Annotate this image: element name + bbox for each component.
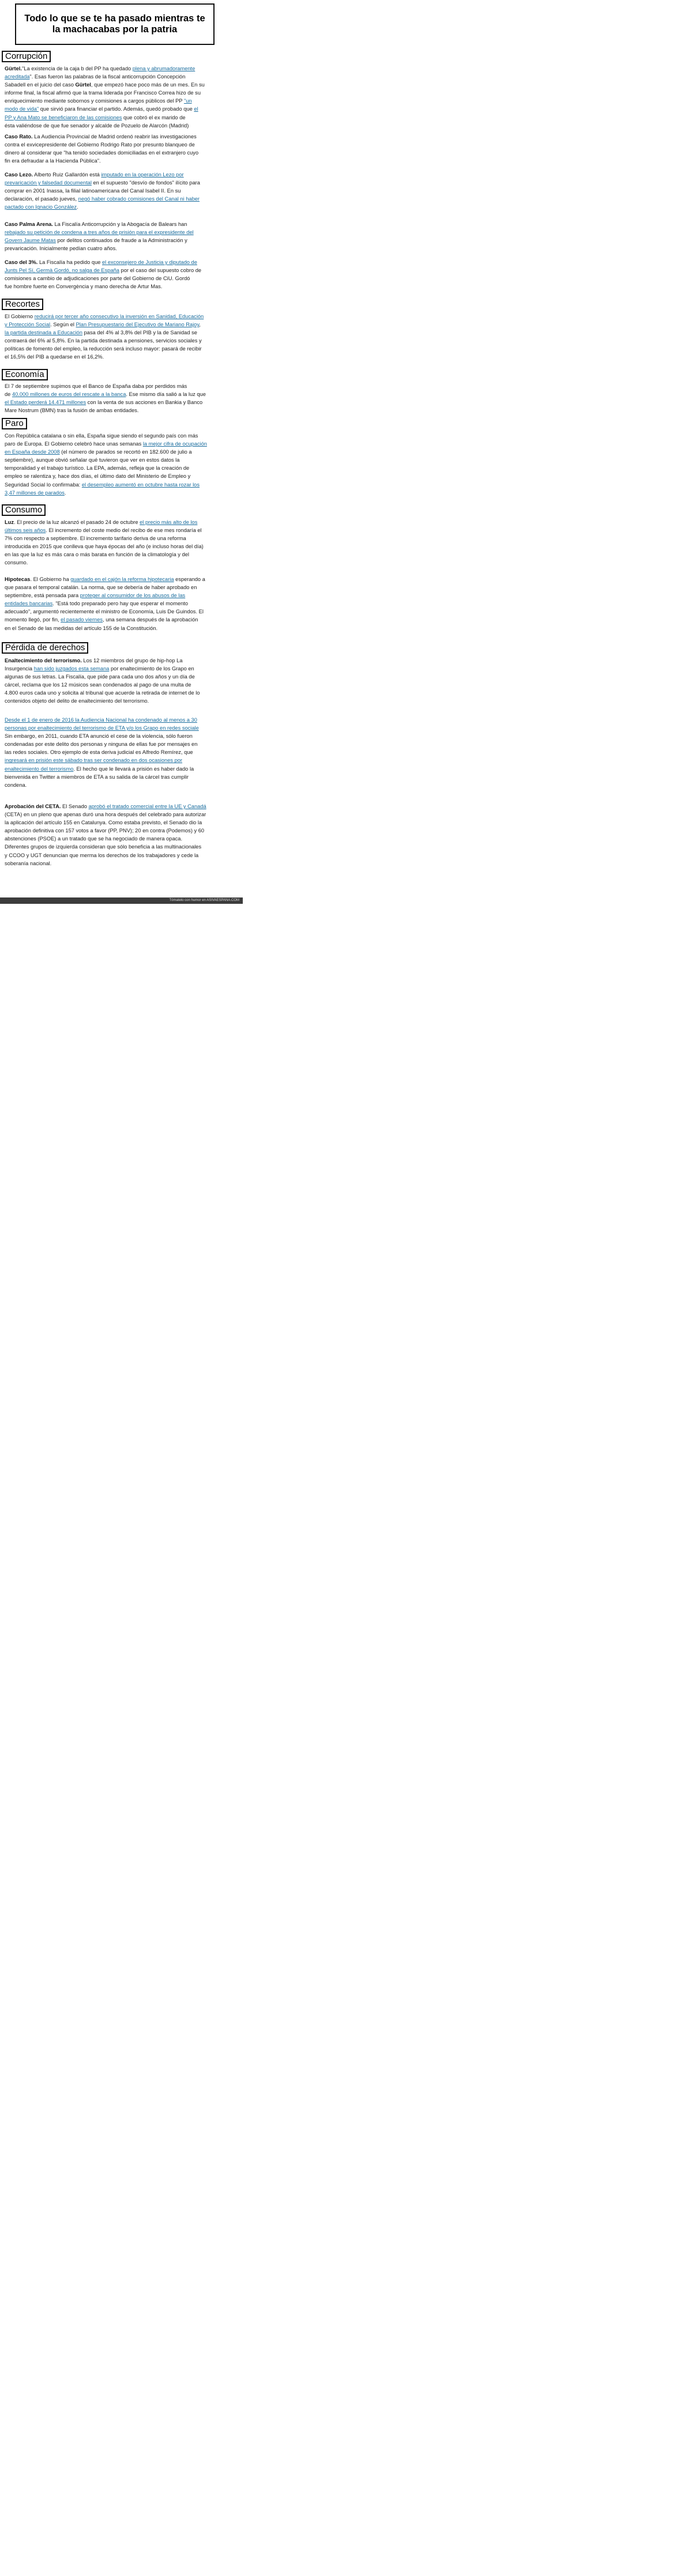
body-text: Sin embargo, en 2011, cuando ETA anunció el cese de la violencia, sólo fueron: [5, 733, 193, 740]
body-text: 7% con respecto a septiembre. El incremento tarifario deriva de una reforma: [5, 535, 186, 542]
paragraph-paro: [5, 432, 231, 497]
paragraph-gurtel: [5, 65, 231, 130]
text-line: [5, 398, 231, 406]
body-text: cárcel, reclama que los 12 músicos sean condenados al pago de una multa de: [5, 682, 191, 688]
body-text: . "Está todo preparado pero hay que esperar el momento: [52, 601, 189, 607]
body-text: por enaltecimiento de los Grapo en: [109, 666, 194, 672]
text-line: [5, 559, 231, 567]
text-line: [5, 550, 231, 559]
body-text: Diferentes grupos de izquierda consideran que sólo beneficia a las multinacionales: [5, 844, 202, 850]
article-link[interactable]: prevaricación y falsedad documental: [5, 180, 92, 186]
body-text: empleo se ralentiza y, hace dos días, el último dato del Ministerio de Empleo y: [5, 473, 191, 480]
article-link[interactable]: guardado en el cajón la reforma hipotecaria: [70, 576, 174, 582]
lead-label: Gürtel.: [5, 66, 22, 71]
body-text: condenadas por este delito dos personas y ninguna de ellas fue por mensajes en: [5, 741, 198, 748]
text-line: [5, 329, 231, 337]
body-text: El 7 de septiembre supimos que el Banco de España daba por perdidos más: [5, 383, 187, 389]
article-link[interactable]: la partida destinada a Educación: [5, 330, 82, 336]
paragraph-ceta: [5, 802, 231, 868]
text-line: [5, 244, 231, 252]
body-text: bienvenida en Twitter a miembros de ETA a su salida de la cárcel tras cumplir: [5, 774, 189, 780]
body-text: fin era defraudar a la Hacienda Pública".: [5, 158, 101, 164]
text-line: [5, 740, 231, 748]
text-line: [5, 599, 231, 608]
text-line: [5, 748, 231, 756]
paragraph-hipotecas: [5, 575, 231, 632]
article-link[interactable]: Junts Pel Sí, Germà Gordó, no salga de España: [5, 267, 119, 274]
article-link[interactable]: el: [194, 106, 198, 112]
body-text: comisiones a cambio de adjudicaciones por parte del Gobierno de CiU. Gordó: [5, 276, 190, 282]
article-link[interactable]: Desde el 1 de enero de 2016 la Audiencia Nacional ha condenado al menos a 30: [5, 717, 197, 723]
body-text: . El hecho que le llevará a prisión es haber dado la: [73, 765, 194, 772]
text-line: [5, 179, 231, 187]
article-link[interactable]: el Estado perderá 14.471 millones: [5, 399, 86, 406]
text-line: [5, 406, 231, 414]
text-line: [5, 464, 231, 472]
article-link[interactable]: el pasado viernes: [61, 617, 103, 623]
body-text: que sirvió para financiar el partido. Además, quedó probado que: [39, 106, 194, 112]
text-line: [5, 228, 231, 236]
body-text: contraerá del 6% al 5,8%. En la partida destinada a pensiones, servicios sociales y: [5, 338, 202, 344]
text-line: [5, 616, 231, 624]
text-line: [5, 765, 231, 773]
article-link[interactable]: ingresará en prisión este sábado tras ser condenado en dos ocasiones por: [5, 757, 183, 764]
text-line: [5, 608, 231, 616]
body-text: aprobación definitiva con 157 votos a favor (PP, PNV); 20 en contra (Podemos) y 60: [5, 828, 205, 834]
body-text: enriquecimiento mediante sobornos y comisiones a cargos públicos del PP: [5, 98, 184, 104]
lead-label: Caso del 3%.: [5, 259, 38, 265]
body-text: . El incremento del coste medio del recibo de ese mes rondaría el: [46, 527, 202, 534]
text-line: [5, 456, 231, 464]
body-text: . El Gobierno ha: [30, 576, 71, 582]
body-text: momento llegó, por fin,: [5, 617, 61, 623]
paragraph-luz: [5, 518, 231, 567]
text-line: [5, 382, 231, 390]
section-heading-corrupcion: Corrupción: [2, 51, 51, 62]
body-text: adecuado", argumentó recientemente el ministro de Economía, Luis De Guindos. El: [5, 609, 204, 615]
text-line: [5, 697, 231, 705]
article-link[interactable]: últimos seis años: [5, 527, 46, 534]
body-text: septiembre, está pensada para: [5, 593, 80, 599]
body-text: de: [5, 391, 12, 398]
body-text: el 16,5% del PIB a quedarse en el 16,2%.: [5, 354, 104, 360]
article-link[interactable]: el desempleo aumentó en octubre hasta rozar los: [81, 481, 200, 488]
body-text: . Según el: [50, 322, 76, 328]
article-link[interactable]: negó haber cobrado comisiones del Canal ni haber: [78, 196, 200, 202]
section-heading-recortes: Recortes: [2, 299, 43, 310]
text-line: [5, 773, 231, 781]
body-text: soberanía nacional.: [5, 860, 52, 866]
text-line: [5, 526, 231, 534]
article-link[interactable]: acreditada: [5, 74, 30, 80]
article-link[interactable]: entidades bancarias: [5, 601, 53, 607]
text-line: [5, 171, 231, 179]
text-line: [5, 843, 231, 851]
text-line: [5, 681, 231, 689]
body-text: . Ese mismo día salió a la luz que: [126, 391, 206, 398]
text-line: [5, 149, 231, 157]
paragraph-enaltecimiento: [5, 657, 231, 706]
text-line: [5, 282, 231, 291]
body-text: introducida en 2015 que conlleva que haya épocas del año (e incluso horas del día): [5, 544, 204, 550]
text-line: [5, 802, 231, 810]
text-line: [5, 320, 231, 329]
body-text: que pasara el temporal catalán. La norma, que se debería de haber aprobado en: [5, 584, 197, 591]
article-link[interactable]: reducirá por tercer año consecutivo la inversión en Sanidad, Educación: [34, 314, 204, 319]
lead-label: Caso Palma Arena.: [5, 221, 53, 227]
paragraph-caso-rato: [5, 133, 231, 165]
text-line: [5, 97, 231, 105]
text-line: [5, 673, 231, 681]
text-line: [5, 345, 231, 353]
body-text: por delitos continuados de fraude a la Administración y: [55, 237, 187, 244]
body-text: septiembre), aunque obvió señalar qué tuvieron que ver en estos datos la: [5, 457, 180, 463]
body-text: (el número de parados se recortó en 182.600 de julio a: [59, 449, 192, 455]
text-line: [5, 89, 231, 97]
section-heading-perdida-de-derechos: Pérdida de derechos: [2, 642, 88, 654]
body-text: La Fiscalía Anticorrupción y la Abogacía de Balears han: [52, 221, 187, 227]
body-text: informe final, la fiscal afirmó que la trama liderada por Francisco Correa hizo de su: [5, 90, 201, 96]
article-link[interactable]: Govern Jaume Matas: [5, 237, 56, 244]
article-link[interactable]: Plan Presupuestario del Ejecutivo de Mariano Rajoy: [76, 322, 200, 328]
article-link[interactable]: y Protección Social: [5, 322, 51, 328]
text-line: [5, 236, 231, 244]
lead-label: Caso Lezo.: [5, 172, 33, 178]
section-heading-economia: Economía: [2, 369, 48, 380]
text-line: [5, 851, 231, 859]
text-line: [5, 65, 231, 73]
article-link[interactable]: pactado con Ignacio González: [5, 204, 77, 210]
text-line: [5, 624, 231, 632]
body-text: Sabadell en el juicio del caso: [5, 82, 76, 88]
body-text: que cobró el ex marido de: [122, 114, 186, 120]
text-line: [5, 141, 231, 149]
text-line: [5, 689, 231, 697]
text-line: [5, 448, 231, 456]
text-line: [5, 337, 231, 345]
page-title: Todo lo que se te ha pasado mientras te la machacabas por la patria: [15, 3, 215, 45]
article-link[interactable]: han sido juzgados esta semana: [33, 666, 110, 672]
text-line: [5, 591, 231, 599]
text-line: [5, 105, 231, 113]
text-line: [5, 73, 231, 81]
body-text: prevaricación. Inicialmente pedían cuatro años.: [5, 246, 117, 252]
body-text: ". Esas fueron las palabras de la fiscal anticorrupción Concepción: [29, 74, 186, 80]
paragraph-economia: [5, 382, 231, 414]
body-text: "La existencia de la caja b del PP ha quedado: [21, 66, 133, 71]
text-line: [5, 187, 231, 195]
text-line: [5, 859, 231, 868]
body-text: La Fiscalía ha pedido que: [37, 259, 102, 265]
text-line: [5, 810, 231, 819]
text-line: [5, 157, 231, 165]
text-line: [5, 195, 231, 203]
text-line: [5, 353, 231, 361]
text-line: [5, 489, 231, 497]
text-line: [5, 274, 231, 282]
article-link[interactable]: enaltecimiento del terrorismo: [5, 765, 74, 772]
body-text: la aplicación del artículo 155 en Catalunya. Como estaba previsto, el Senado dio la: [5, 820, 202, 826]
text-line: [5, 258, 231, 266]
text-line: [5, 716, 231, 724]
text-line: [5, 835, 231, 843]
lead-label: Gürtel: [75, 82, 91, 88]
text-line: [5, 440, 231, 448]
article-link[interactable]: proteger al consumidor de los abusos de las: [80, 593, 186, 599]
body-text: con la venta de sus acciones en Bankia y Banco: [86, 399, 203, 406]
text-line: [5, 665, 231, 673]
body-text: ,: [199, 322, 201, 328]
text-line: [5, 481, 231, 489]
section-heading-consumo: Consumo: [2, 504, 46, 516]
article-link[interactable]: "un: [183, 98, 192, 104]
article-link[interactable]: 3,47 millones de parados: [5, 489, 65, 496]
paragraph-caso-palma-arena: [5, 220, 231, 252]
text-line: [5, 781, 231, 789]
article-link[interactable]: en España desde 2008: [5, 449, 60, 455]
body-text: .: [64, 489, 66, 496]
article-link[interactable]: la mejor cifra de ocupación: [142, 441, 207, 447]
text-line: [5, 114, 231, 122]
body-text: El Gobierno: [5, 314, 35, 319]
text-line: [5, 756, 231, 764]
body-text: .: [77, 204, 78, 210]
body-text: esperando a: [174, 576, 205, 582]
text-line: [5, 81, 231, 89]
body-text: ésta valiéndose de que fue senador y alcalde de Pozuelo de Alarcón (Madrid): [5, 122, 189, 129]
body-text: , una semana después de la aprobación: [103, 617, 198, 623]
body-text: Insurgencia: [5, 666, 34, 672]
text-line: [5, 542, 231, 550]
text-line: [5, 472, 231, 480]
body-text: contenidos objeto del delito de enaltecimiento del terrorismo.: [5, 698, 149, 704]
body-text: pasa del 4% al 3,8% del PIB y la de Sanidad se: [82, 330, 197, 336]
body-text: en las que la luz es más cara o más barata en función de la climatología y del: [5, 552, 189, 558]
text-line: [5, 122, 231, 130]
text-line: [5, 220, 231, 228]
text-line: [5, 432, 231, 440]
article-link[interactable]: 40.000 millones de euros del rescate a la banca: [12, 391, 126, 398]
text-line: [5, 390, 231, 398]
body-text: Los 12 miembros del grupo de hip-hop La: [81, 658, 183, 663]
lead-label: Aprobación del CETA.: [5, 804, 61, 809]
body-text: Seguridad Social lo confirmaba:: [5, 481, 82, 488]
paragraph-recortes: [5, 312, 231, 361]
body-text: en el supuesto "desvío de fondos" ilícito para: [91, 180, 200, 186]
article-link[interactable]: aprobó el tratado comercial entre la UE y Canadá: [88, 804, 206, 809]
body-text: (CETA) en un pleno que apenas duró una hora después del celebrado para autorizar: [5, 812, 206, 818]
body-text: 4.800 euros cada uno y solicita al tribunal que acuerde la retirada de internet de lo: [5, 690, 200, 696]
article-link[interactable]: rebajado su petición de condena a tres años de prisión para el expresidente del: [5, 229, 194, 236]
article-link[interactable]: modo de vida": [5, 106, 39, 112]
body-text: consumo.: [5, 560, 28, 566]
article-link[interactable]: el precio más alto de los: [140, 519, 198, 525]
body-text: dinero al considerar que "ha tenido sociedades domiciliadas en el extranjero cuyo: [5, 150, 199, 156]
body-text: y CCOO y UGT denuncian que merma los derechos de los trabajadores y cede la: [5, 852, 199, 858]
text-line: [5, 819, 231, 827]
text-line: [5, 203, 231, 211]
paragraph-caso-lezo: [5, 171, 231, 211]
body-text: las redes sociales. Otro ejemplo de esta deriva judicial es Alfredo Remírez, que: [5, 749, 193, 756]
body-text: . El precio de la luz alcanzó el pasado 24 de octubre: [14, 519, 140, 525]
text-line: [5, 518, 231, 526]
lead-label: Enaltecimiento del terrorismo.: [5, 658, 82, 663]
body-text: Alberto Ruiz Gallardón está: [33, 172, 101, 178]
text-line: [5, 133, 231, 141]
text-line: [5, 312, 231, 320]
paragraph-caso-3-por-ciento: [5, 258, 231, 291]
body-text: declaración, el pasado jueves,: [5, 196, 78, 202]
body-text: , que empezó hace poco más de un mes. En su: [91, 82, 205, 88]
lead-label: Luz: [5, 519, 14, 525]
text-line: [5, 266, 231, 274]
section-heading-paro: Paro: [2, 418, 27, 429]
body-text: paro de Europa. El Gobierno celebró hace unas semanas: [5, 441, 143, 447]
body-text: condena.: [5, 782, 27, 788]
text-line: [5, 827, 231, 835]
body-text: contra el exvicepresidente del Gobierno Rodrigo Rato por presunto blanqueo de: [5, 142, 195, 148]
body-text: El Senado: [61, 804, 89, 809]
body-text: abstenciones (PSOE) a un tratado que se ha negociado de manera opaca.: [5, 836, 183, 842]
body-text: Con República catalana o sin ella, España sigue siendo el segundo país con más: [5, 433, 198, 439]
text-line: [5, 575, 231, 583]
lead-label: Hipotecas: [5, 576, 31, 582]
article-link[interactable]: el exconsejero de Justicia y diputado de: [102, 259, 197, 265]
body-text: por el caso del supuesto cobro de: [119, 267, 202, 274]
text-line: [5, 724, 231, 732]
body-text: Mare Nostrum (BMN) tras la fusión de ambas entidades.: [5, 408, 139, 414]
paragraph-audiencia-nacional: [5, 716, 231, 789]
article-link[interactable]: PP y Ana Mato se beneficiaron de las comisiones: [5, 114, 122, 120]
body-text: en el Senado de las medidas del artículo 155 de la Constitución.: [5, 625, 158, 631]
article-link[interactable]: personas por enaltecimiento del terrorismo de ETA y/o los Grapo en redes sociale: [5, 725, 199, 731]
body-text: políticas de fomento del empleo, la reducción será incluso mayor: pasará de recibir: [5, 346, 202, 352]
body-text: comprar en 2001 Inassa, la filial latinoamericana del Canal Isabel II. En su: [5, 188, 181, 194]
body-text: fue hombre fuerte en Convergència y mano derecha de Artur Mas.: [5, 284, 163, 290]
body-text: algunas de sus letras. La Fiscalía, que pide para cada uno dos años y un día de: [5, 674, 195, 680]
footer-credit: Tómatelo con humor en ASIVAESPANA.COM: [0, 897, 243, 904]
text-line: [5, 534, 231, 542]
body-text: temporalidad y el trabajo turístico. La EPA, además, refleja que la creación de: [5, 465, 190, 472]
text-line: [5, 583, 231, 591]
text-line: [5, 732, 231, 740]
body-text: La Audiencia Provincial de Madrid ordenó reabrir las investigaciones: [32, 134, 197, 139]
article-link[interactable]: plena y abrumadoramente: [132, 66, 195, 71]
text-line: [5, 657, 231, 665]
lead-label: Caso Rato.: [5, 134, 33, 139]
article-link[interactable]: imputado en la operación Lezo por: [101, 172, 184, 178]
